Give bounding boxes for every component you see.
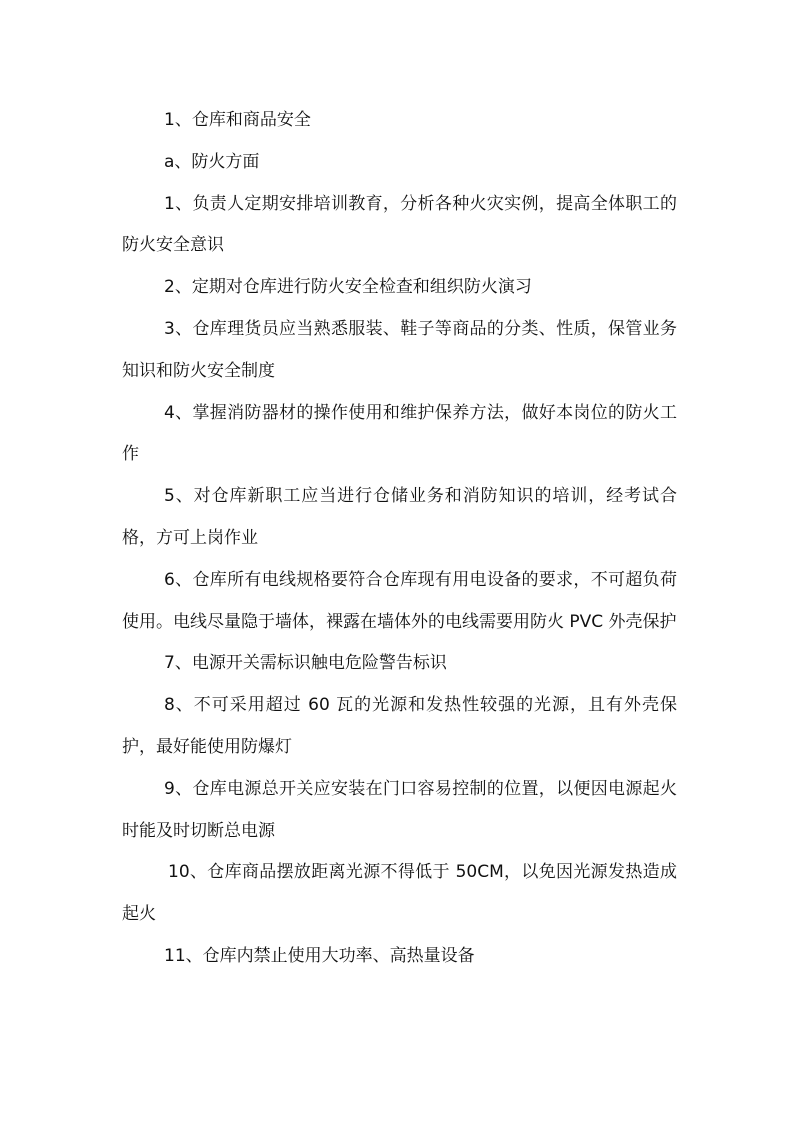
list-item: 7、电源开关需标识触电危险警告标识 [164, 653, 447, 674]
list-item: 5、对仓库新职工应当进行仓储业务和消防知识的培训，经考试合格，方可上岗作业 [122, 486, 677, 548]
list-item: 8、不可采用超过 60 瓦的光源和发热性较强的光源，且有外壳保护，最好能使用防爆灯 [122, 695, 677, 757]
list-item: 1、负责人定期安排培训教育，分析各种火灾实例，提高全体职工的防火安全意识 [122, 193, 677, 256]
list-item: 3、仓库理货员应当熟悉服装、鞋子等商品的分类、性质，保管业务知识和防火安全制度 [122, 318, 677, 381]
list-item: 11、仓库内禁止使用大功率、高热量设备 [164, 945, 475, 966]
list-item: 10、仓库商品摆放距离光源不得低于 50CM，以免因光源发热造成起火 [122, 862, 677, 925]
section-heading: 1、仓库和商品安全 [164, 110, 311, 130]
list-item: 4、掌握消防器材的操作使用和维护保养方法，做好本岗位的防火工作 [122, 402, 677, 465]
subsection-heading: a、防火方面 [164, 151, 260, 172]
list-item: 6、仓库所有电线规格要符合仓库现有用电设备的要求，不可超负荷使用。电线尽量隐于墙体，裸露在墙体外的电线需要用防火 PVC 外壳保护 [122, 569, 677, 632]
list-item: 2、定期对仓库进行防火安全检查和组织防火演习 [164, 277, 532, 298]
document-body [122, 100, 677, 978]
list-item: 9、仓库电源总开关应安装在门口容易控制的位置，以便因电源起火时能及时切断总电源 [122, 778, 677, 841]
